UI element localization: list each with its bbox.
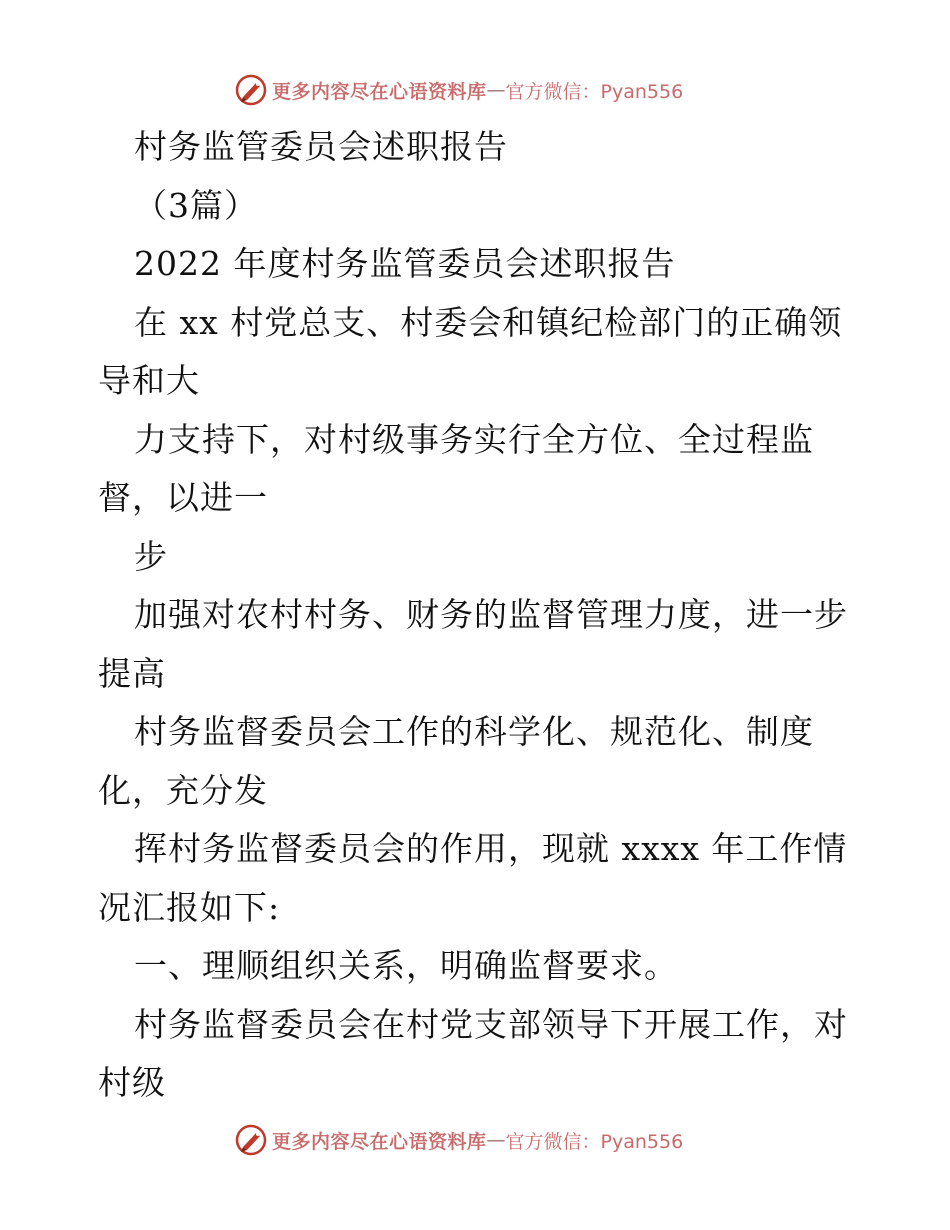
watermark-dash: — <box>486 1129 506 1151</box>
paragraph-line: 加强对农村村务、财务的监督管理力度，进一步 <box>134 595 848 634</box>
watermark-slogan: 更多内容尽在心语资料库 <box>272 1130 487 1153</box>
paragraph-line: 况汇报如下: <box>98 888 281 927</box>
paragraph-line: 提高 <box>98 654 166 693</box>
watermark-wechat: 官方微信：Pyan556 <box>505 80 684 103</box>
document-subtitle: （3篇） <box>134 186 258 225</box>
paragraph-line: 在 xx 村党总支、村委会和镇纪检部门的正确领 <box>134 303 843 342</box>
paragraph-line: 村级 <box>98 1063 166 1102</box>
watermark-slogan: 更多内容尽在心语资料库 <box>272 80 487 103</box>
paragraph-line: 步 <box>134 537 168 576</box>
paragraph-line: 督，以进一 <box>98 478 268 517</box>
paragraph-line: 力支持下，对村级事务实行全方位、全过程监 <box>134 420 814 459</box>
section-heading-1: 一、理顺组织关系，明确监督要求。 <box>134 946 678 985</box>
paragraph-line: 导和大 <box>98 361 200 400</box>
footer-watermark <box>234 1122 683 1158</box>
watermark-wechat: 官方微信：Pyan556 <box>505 1130 684 1153</box>
section-heading: 2022 年度村务监管委员会述职报告 <box>134 244 676 283</box>
watermark-dash: — <box>486 79 506 101</box>
paragraph-line: 村务监督委员会在村党支部领导下开展工作，对 <box>134 1005 848 1044</box>
paragraph-line: 挥村务监督委员会的作用，现就 xxxx 年工作情 <box>134 829 848 868</box>
paragraph-line: 化，充分发 <box>98 771 268 810</box>
pen-circle-logo-icon <box>234 73 268 107</box>
pen-circle-logo-icon <box>234 1123 268 1157</box>
document-title: 村务监管委员会述职报告 <box>134 127 508 166</box>
paragraph-line: 村务监督委员会工作的科学化、规范化、制度 <box>134 712 814 751</box>
header-watermark <box>234 72 683 108</box>
